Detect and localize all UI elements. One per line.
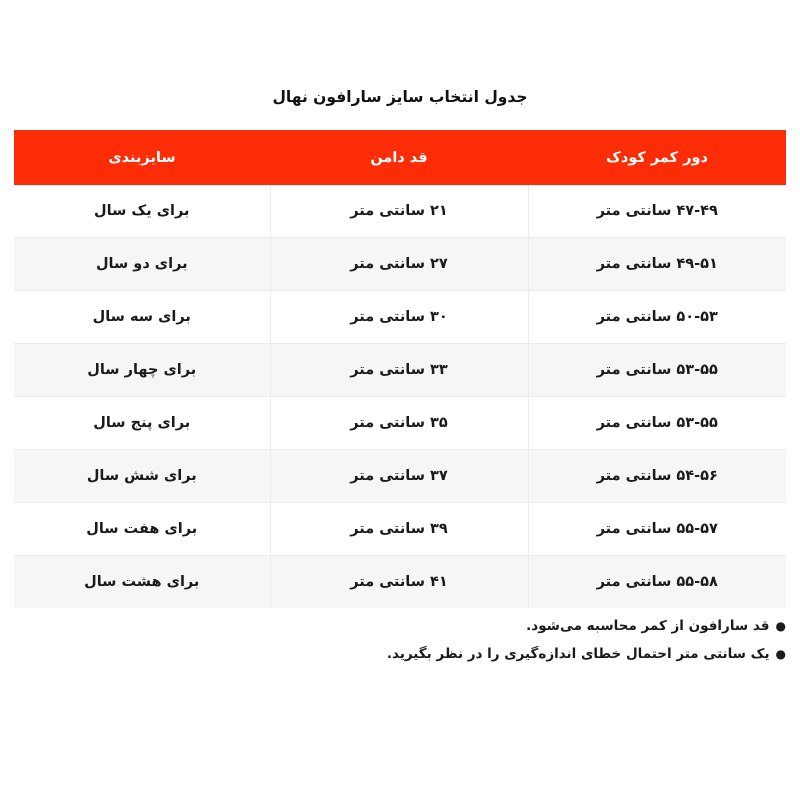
cell-sizing: برای هشت سال [14, 556, 270, 609]
column-header-waist: دور کمر کودک [528, 130, 786, 185]
column-header-sizing: سایزبندی [14, 130, 270, 185]
cell-sizing: برای سه سال [14, 291, 270, 344]
cell-skirt-length: ۳۳ سانتی متر [270, 344, 528, 397]
note-item [0, 645, 786, 662]
table-row [14, 397, 786, 450]
note-item [0, 620, 786, 634]
column-header-skirt-length: قد دامن [270, 130, 528, 185]
cell-sizing: برای پنج سال [14, 397, 270, 450]
cell-skirt-length: ۴۱ سانتی متر [270, 556, 528, 609]
size-chart-table [14, 130, 786, 608]
cell-waist: ۵۵-۵۸ سانتی متر [528, 556, 786, 609]
cell-waist: ۵۰-۵۳ سانتی متر [528, 291, 786, 344]
table-header-row [14, 130, 786, 185]
table-row [14, 238, 786, 291]
cell-skirt-length: ۳۷ سانتی متر [270, 450, 528, 503]
table-row [14, 344, 786, 397]
table-row [14, 450, 786, 503]
notes-list [0, 620, 786, 675]
cell-sizing: برای شش سال [14, 450, 270, 503]
note-text: قد سارافون از کمر محاسبه می‌شود. [526, 618, 770, 634]
note-text: یک سانتی متر احتمال خطای اندازه‌گیری را در نظر بگیرید. [386, 645, 770, 662]
cell-waist: ۵۵-۵۷ سانتی متر [528, 503, 786, 556]
cell-waist: ۴۷-۴۹ سانتی متر [528, 185, 786, 238]
table-row [14, 291, 786, 344]
cell-waist: ۵۴-۵۶ سانتی متر [528, 450, 786, 503]
bullet-icon: ● [775, 619, 786, 633]
cell-waist: ۴۹-۵۱ سانتی متر [528, 238, 786, 291]
cell-sizing: برای دو سال [14, 238, 270, 291]
cell-skirt-length: ۳۰ سانتی متر [270, 291, 528, 344]
table-row [14, 556, 786, 609]
cell-waist: ۵۳-۵۵ سانتی متر [528, 344, 786, 397]
cell-waist: ۵۳-۵۵ سانتی متر [528, 397, 786, 450]
cell-sizing: برای هفت سال [14, 503, 270, 556]
cell-sizing: برای چهار سال [14, 344, 270, 397]
table-row [14, 503, 786, 556]
cell-skirt-length: ۲۱ سانتی متر [270, 185, 528, 238]
table-body [14, 185, 786, 608]
bullet-icon: ● [775, 646, 786, 661]
cell-skirt-length: ۳۹ سانتی متر [270, 503, 528, 556]
table-header [14, 130, 786, 185]
table-row [14, 185, 786, 238]
page-title: جدول انتخاب سایز سارافون نهال [272, 88, 528, 106]
cell-skirt-length: ۲۷ سانتی متر [270, 238, 528, 291]
cell-sizing: برای یک سال [14, 185, 270, 238]
cell-skirt-length: ۳۵ سانتی متر [270, 397, 528, 450]
